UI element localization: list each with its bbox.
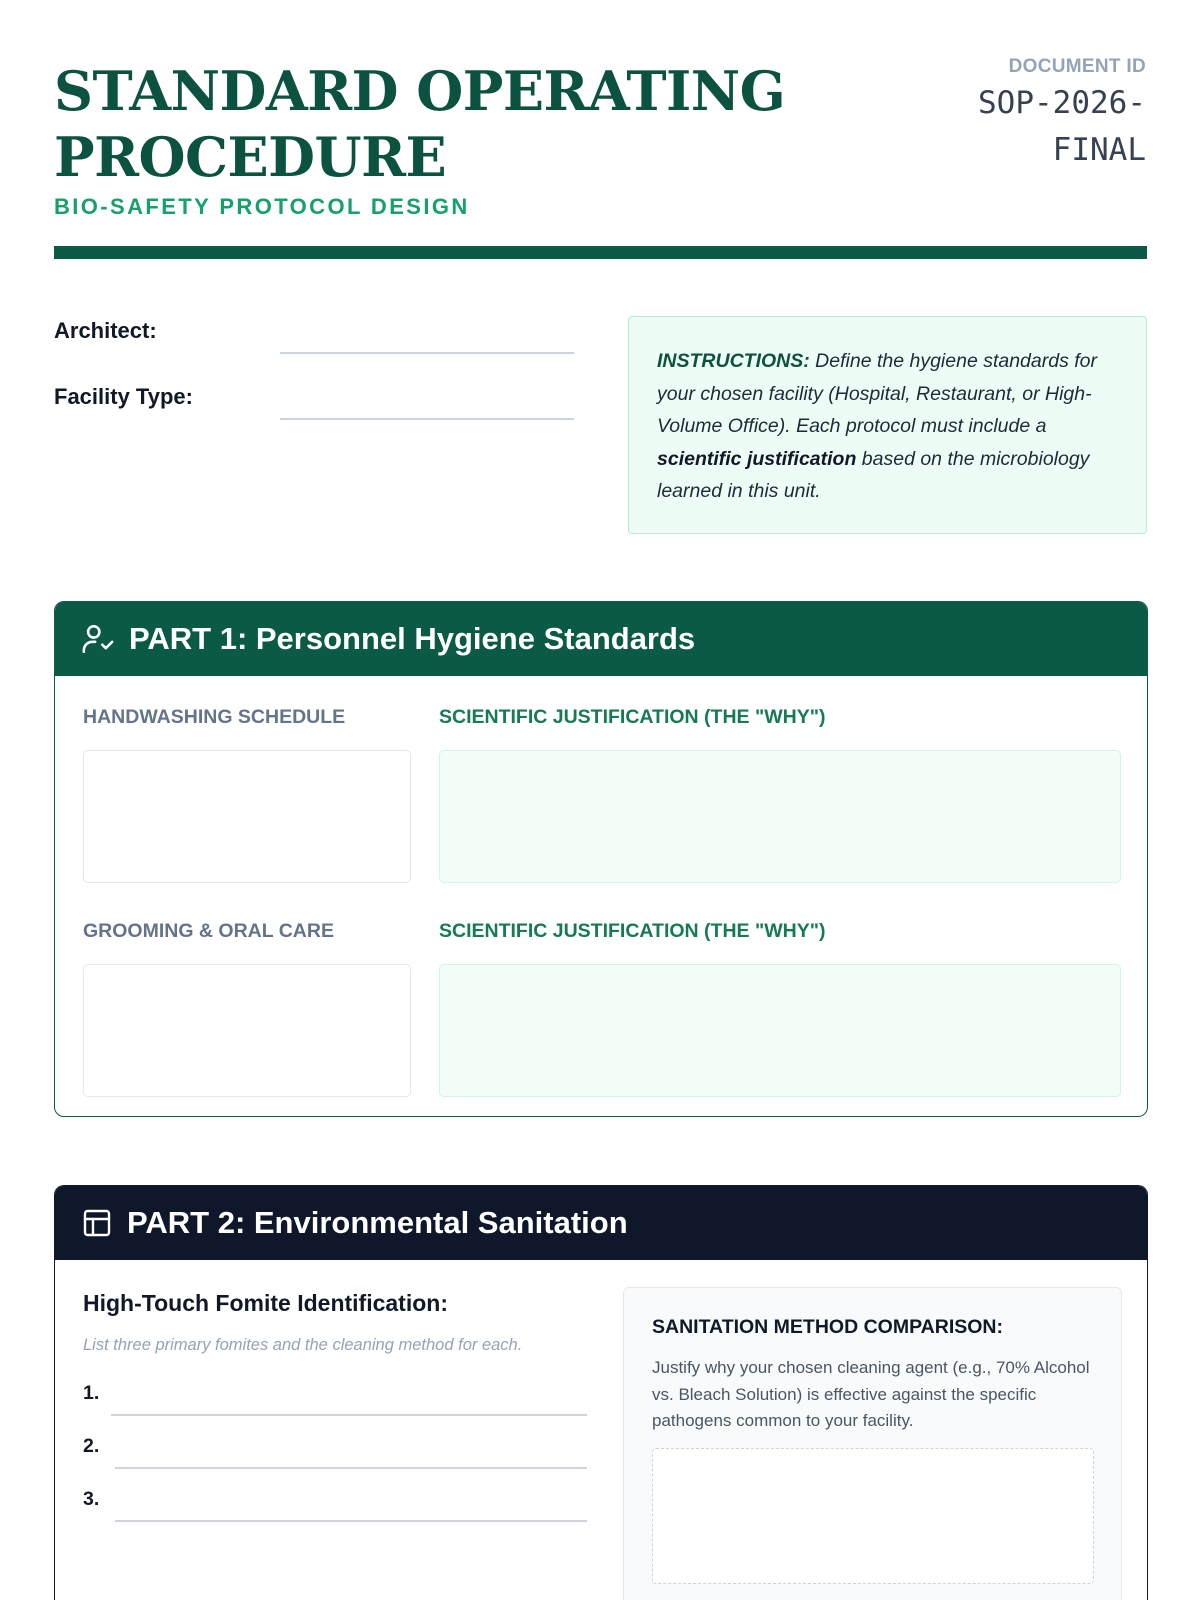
user-check-icon: [81, 622, 115, 656]
fomite-field-1[interactable]: [111, 1414, 587, 1416]
document-header: [54, 56, 1146, 219]
fomite-item-1: [83, 1382, 587, 1422]
comparison-answer-input[interactable]: [652, 1448, 1094, 1584]
instructions-bold: scientific justification: [657, 447, 857, 470]
layout-icon: [81, 1207, 113, 1239]
part2-header: [55, 1186, 1147, 1260]
handwashing-label: HANDWASHING SCHEDULE: [83, 706, 346, 728]
architect-field[interactable]: [280, 352, 574, 354]
handwashing-input[interactable]: [83, 750, 411, 883]
sanitation-comparison-box: [623, 1287, 1122, 1600]
fomite-title: High-Touch Fomite Identification:: [83, 1290, 448, 1316]
instructions-box: [628, 316, 1147, 534]
fomite-field-2[interactable]: [115, 1467, 587, 1469]
comparison-title: SANITATION METHOD COMPARISON:: [652, 1316, 1003, 1338]
justification-label: SCIENTIFIC JUSTIFICATION (THE "WHY"): [439, 920, 826, 942]
meta-fields: [54, 318, 574, 450]
facility-type-label: Facility Type:: [54, 384, 193, 409]
grooming-label: GROOMING & ORAL CARE: [83, 920, 334, 942]
document-id-label: DOCUMENT ID: [1008, 56, 1146, 77]
fomite-hint: List three primary fomites and the cleaning method for each.: [83, 1336, 523, 1354]
part1-title: PART 1: Personnel Hygiene Standards: [129, 621, 696, 656]
architect-row: [54, 318, 574, 384]
facility-type-field[interactable]: [280, 418, 574, 420]
document-title: STANDARD OPERATING PROCEDURE: [54, 59, 786, 189]
fomite-number: 2.: [83, 1435, 100, 1457]
instructions-text-2: based on the microbiology learned in this unit.: [657, 447, 1090, 502]
fomite-field-3[interactable]: [115, 1520, 587, 1522]
part2-title: PART 2: Environmental Sanitation: [127, 1205, 628, 1240]
instructions-text-1: Define the hygiene standards for your chosen facility (Hospital, Restaurant, or High-Volume Office). Each protocol must include a: [657, 350, 1098, 437]
grooming-justification-input[interactable]: [439, 964, 1121, 1097]
architect-label: Architect:: [54, 318, 157, 343]
document-id-block: [946, 58, 1146, 174]
fomite-item-2: [83, 1435, 587, 1475]
fomite-number: 1.: [83, 1382, 100, 1404]
part1-section: [54, 601, 1148, 1117]
comparison-text: Justify why your chosen cleaning agent (e.g., 70% Alcohol vs. Bleach Solution) is effective against the specific pathogens common to your facility.: [652, 1358, 1090, 1430]
document-id-value: SOP-2026-FINAL: [978, 85, 1146, 168]
document-subtitle: BIO-SAFETY PROTOCOL DESIGN: [54, 194, 470, 219]
justification-label: SCIENTIFIC JUSTIFICATION (THE "WHY"): [439, 706, 826, 728]
fomite-number: 3.: [83, 1488, 100, 1510]
instructions-lead: INSTRUCTIONS:: [657, 350, 810, 372]
facility-type-row: [54, 384, 574, 450]
part1-header: [55, 602, 1147, 676]
part2-section: [54, 1185, 1148, 1600]
header-divider: [54, 246, 1147, 259]
handwashing-justification-input[interactable]: [439, 750, 1121, 883]
fomite-item-3: [83, 1488, 587, 1528]
grooming-input[interactable]: [83, 964, 411, 1097]
